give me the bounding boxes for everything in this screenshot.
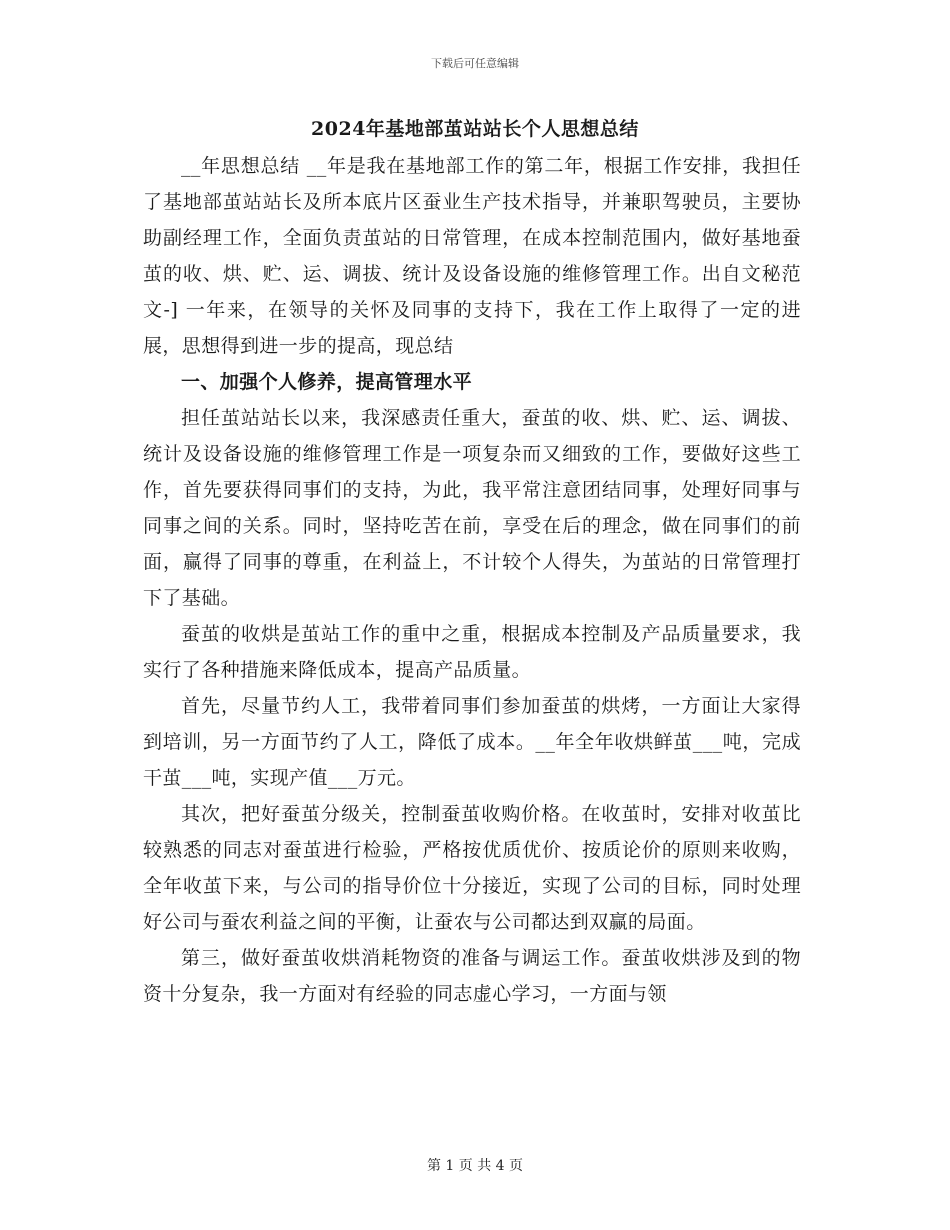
- paragraph: 其次，把好蚕茧分级关，控制蚕茧收购价格。在收茧时，安排对收茧比较熟悉的同志对蚕茧进行检验，严格按优质优价、按质论价的原则来收购，全年收茧下来，与公司的指导价位十分接近，实现了公司的目标，同时处理好公司与蚕农利益之间的平衡，让蚕农与公司都达到双赢的局面。: [143, 803, 801, 933]
- section-heading: 一、加强个人修养，提高管理水平: [181, 371, 473, 393]
- paragraph-intro: __年思想总结 __年是我在基地部工作的第二年，根据工作安排，我担任了基地部茧站站长及所本底片区蚕业生产技术指导，并兼职驾驶员，主要协助副经理工作，全面负责茧站的日常管理，在成本控制范围内，做好基地蚕茧的收、烘、贮、运、调拔、统计及设备设施的维修管理工作。出自文秘范文-] 一年来，在领导的关怀及同事的支持下，我在工作上取得了一定的进展，思想得到进一步的提高，现总结: [143, 155, 801, 357]
- paragraph: 第三，做好蚕茧收烘消耗物资的准备与调运工作。蚕茧收烘涉及到的物资十分复杂，我一方面对有经验的同志虚心学习，一方面与领: [143, 947, 801, 1005]
- paragraph: 蚕茧的收烘是茧站工作的重中之重，根据成本控制及产品质量要求，我实行了各种措施来降低成本，提高产品质量。: [143, 623, 801, 681]
- document-body: [143, 148, 801, 1012]
- document-title: 2024年基地部茧站站长个人思想总结: [311, 118, 639, 140]
- page-number: 第 1 页 共 4 页: [426, 1158, 524, 1174]
- paragraph: 担任茧站站长以来，我深感责任重大，蚕茧的收、烘、贮、运、调拔、统计及设备设施的维修管理工作是一项复杂而又细致的工作，要做好这些工作，首先要获得同事们的支持，为此，我平常注意团结同事，处理好同事与同事之间的关系。同时，坚持吃苦在前，享受在后的理念，做在同事们的前面，赢得了同事的尊重，在利益上，不计较个人得失，为茧站的日常管理打下了基础。: [143, 407, 801, 609]
- header-note: 下载后可任意编辑: [431, 57, 519, 70]
- paragraph: 首先，尽量节约人工，我带着同事们参加蚕茧的烘烤，一方面让大家得到培训，另一方面节约了人工，降低了成本。__年全年收烘鲜茧___吨，完成干茧___吨，实现产值___万元。: [143, 695, 801, 789]
